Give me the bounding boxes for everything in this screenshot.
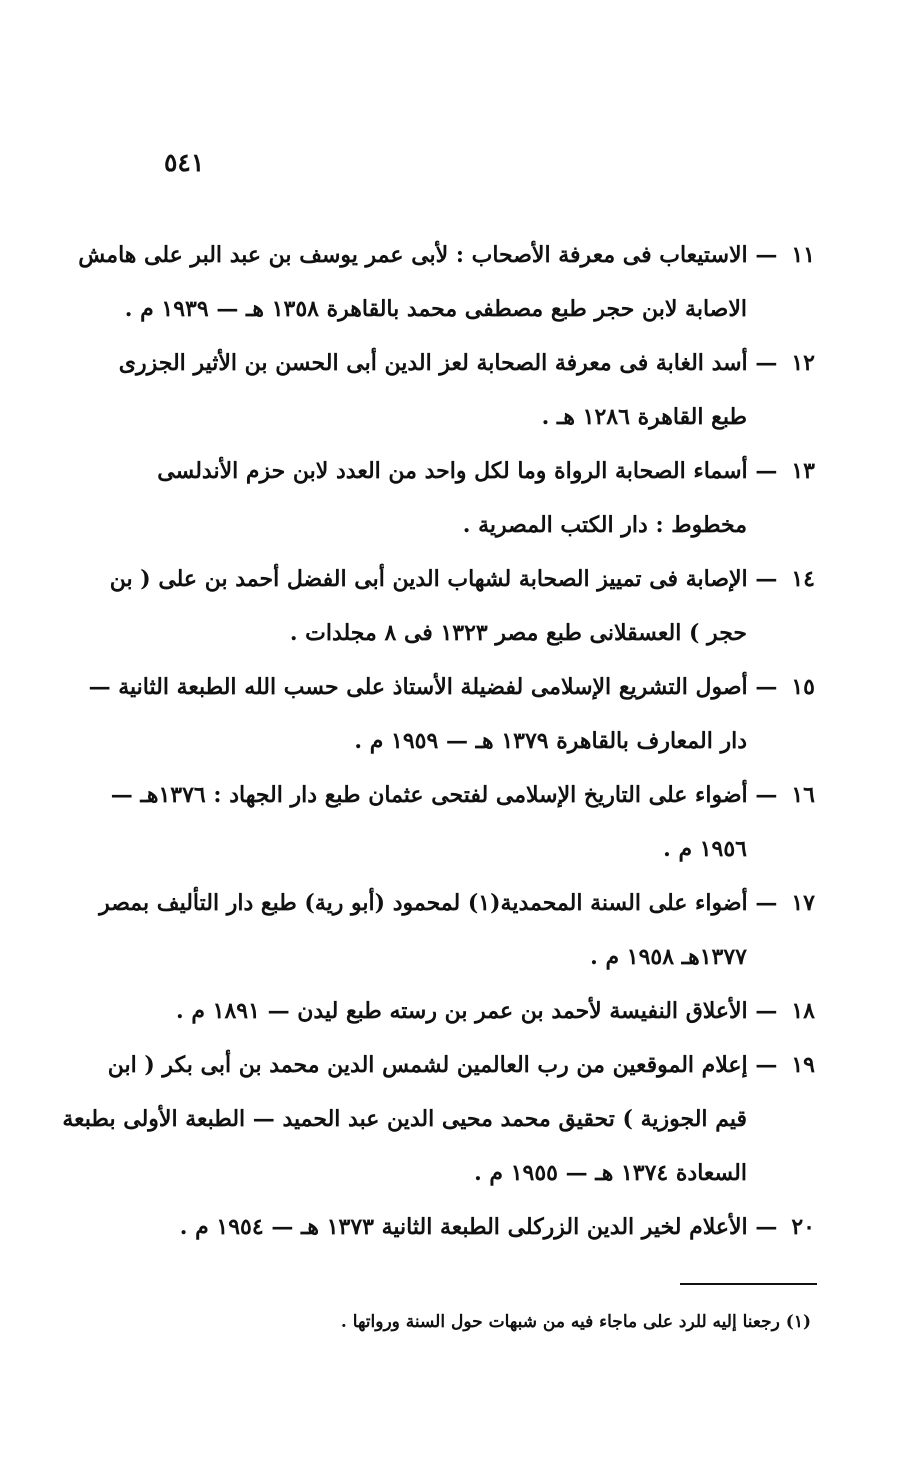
entry-line: ١٧ — أضواء على السنة المحمدية(١) لمحمود (أبو رية) طبع دار التأليف بمصر [162,876,815,930]
entry-line: السعادة ١٣٧٤ هـ — ١٩٥٥ م . [474,1160,747,1186]
entry-line: قيم الجوزية ) تحقيق محمد محيى الدين عبد الحميد — الطبعة الأولى بطبعة [62,1106,747,1132]
entry-number: ١٢ [791,350,815,376]
bibliography-entry [110,768,815,876]
entry-number: ١٧ [791,890,815,916]
bibliography-entry [118,336,815,444]
entry-number: ١١ [791,242,815,268]
entry-text: الاستيعاب فى معرفة الأصحاب : لأبى عمر يوسف بن عبد البر على هامش [78,242,748,268]
entry-line: ١٩٥٦ م . [663,836,747,862]
bibliography-entry [109,552,815,660]
entry-number: ٢٠ [791,1214,815,1240]
entry-line: ١٥ — أصول التشريع الإسلامى لفضيلة الأستاذ على حسب الله الطبعة الثانية — [162,660,815,714]
entry-line: ١٤ — الإصابة فى تمييز الصحابة لشهاب الدين أبى الفضل أحمد بن على ( بن [162,552,815,606]
bibliography-entry [162,984,815,1038]
bibliography-entry [62,1038,815,1200]
entry-line: ١٨ — الأعلاق النفيسة لأحمد بن عمر بن رسته طبع ليدن — ١٨٩١ م . [162,984,815,1038]
entry-line: ١٦ — أضواء على التاريخ الإسلامى لفتحى عثمان طبع دار الجهاد : ١٣٧٦هـ — [162,768,815,822]
entry-text: أضواء على السنة المحمدية(١) لمحمود (أبو رية) طبع دار التأليف بمصر [99,890,748,916]
entry-line: الاصابة لابن حجر طبع مصطفى محمد بالقاهرة ١٣٥٨ هـ — ١٩٣٩ م . [124,296,747,322]
entry-text: أسماء الصحابة الرواة وما لكل واحد من العدد لابن حزم الأندلسى [157,458,748,484]
bibliography-list [62,228,815,1254]
entry-number: ١٦ [791,782,815,808]
entry-text: أسد الغابة فى معرفة الصحابة لعز الدين أبى الحسن بن الأثير الجزرى [118,350,748,376]
bibliography-entry [162,1200,815,1254]
bibliography-entry [88,660,815,768]
entry-line: ٢٠ — الأعلام لخير الدين الزركلى الطبعة الثانية ١٣٧٣ هـ — ١٩٥٤ م . [162,1200,815,1254]
entry-text: أضواء على التاريخ الإسلامى لفتحى عثمان طبع دار الجهاد : ١٣٧٦هـ — [110,782,748,808]
entry-line: ١٩ — إعلام الموقعين من رب العالمين لشمس الدين محمد بن أبى بكر ( ابن [162,1038,815,1092]
footnote: (١) رجعنا إليه للرد على ماجاء فيه من شبهات حول السنة ورواتها . [340,1312,811,1332]
entry-number: ١٣ [791,458,815,484]
entry-line: دار المعارف بالقاهرة ١٣٧٩ هـ — ١٩٥٩ م . [354,728,747,754]
entry-text: الأعلاق النفيسة لأحمد بن عمر بن رسته طبع ليدن — ١٨٩١ م . [176,998,748,1024]
entry-text: أصول التشريع الإسلامى لفضيلة الأستاذ على حسب الله الطبعة الثانية — [88,674,748,700]
page-number: ٥٤١ [164,148,205,177]
entry-line: ١٣ — أسماء الصحابة الرواة وما لكل واحد من العدد لابن حزم الأندلسى [162,444,815,498]
entry-number: ١٤ [791,566,815,592]
entry-line: ١٣٧٧هـ ١٩٥٨ م . [590,944,747,970]
entry-number: ١٩ [791,1052,815,1078]
entry-number: ١٨ [791,998,815,1024]
entry-line: ١١ — الاستيعاب فى معرفة الأصحاب : لأبى عمر يوسف بن عبد البر على هامش [162,228,815,282]
bibliography-entry [99,876,815,984]
entry-line: حجر ) العسقلانى طبع مصر ١٣٢٣ فى ٨ مجلدات . [289,620,747,646]
entry-text: إعلام الموقعين من رب العالمين لشمس الدين محمد بن أبى بكر ( ابن [107,1052,748,1078]
entry-text: الإصابة فى تمييز الصحابة لشهاب الدين أبى الفضل أحمد بن على ( بن [109,566,748,592]
entry-line: مخطوط : دار الكتب المصرية . [462,512,747,538]
bibliography-entry [157,444,815,552]
entry-number: ١٥ [791,674,815,700]
footnote-divider [680,1283,817,1285]
entry-line: ١٢ — أسد الغابة فى معرفة الصحابة لعز الدين أبى الحسن بن الأثير الجزرى [162,336,815,390]
entry-line: طبع القاهرة ١٢٨٦ هـ . [541,404,747,430]
bibliography-entry [78,228,815,336]
entry-text: الأعلام لخير الدين الزركلى الطبعة الثانية ١٣٧٣ هـ — ١٩٥٤ م . [179,1214,748,1240]
